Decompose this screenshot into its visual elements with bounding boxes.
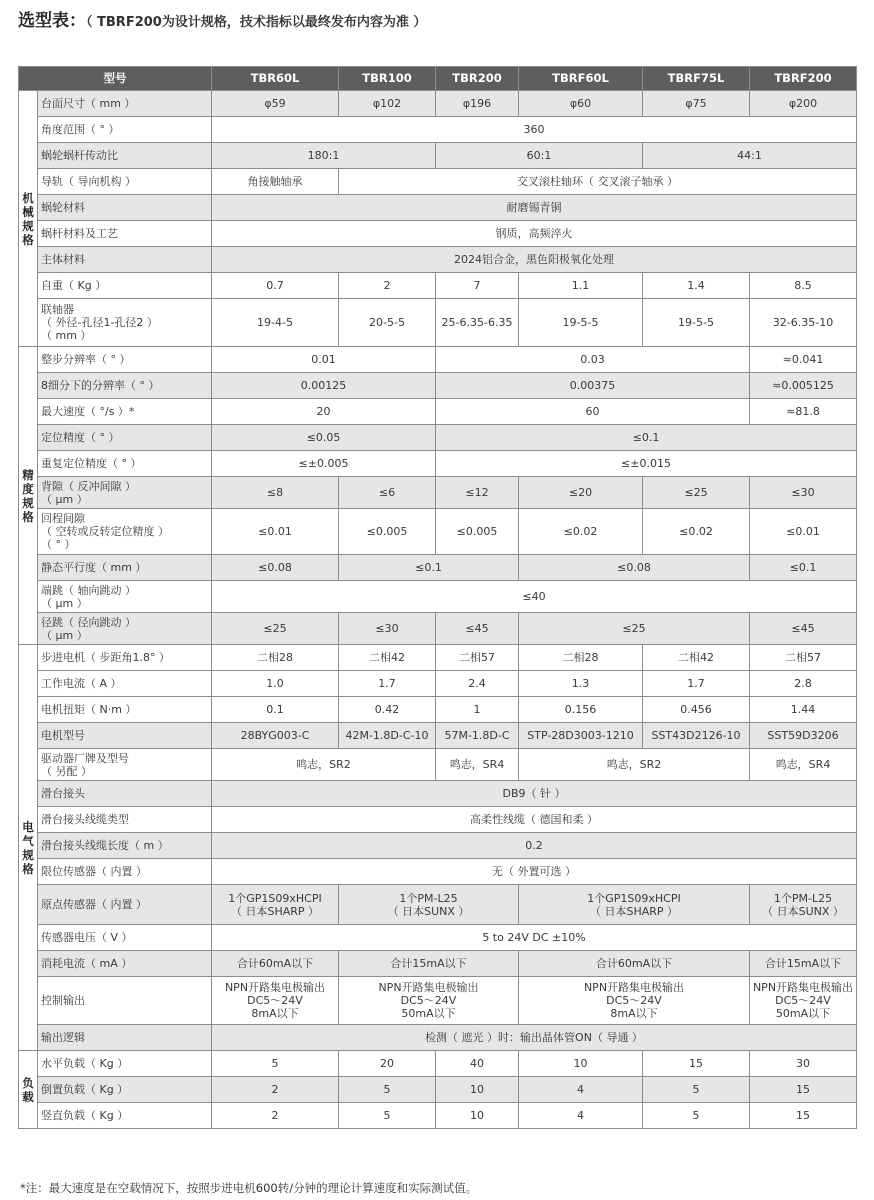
value-cell: 1.7 (643, 671, 750, 697)
value-cell: φ196 (436, 91, 519, 117)
value-cell: ≤±0.015 (436, 451, 857, 477)
table-row (19, 91, 857, 117)
value-cell: 8.5 (750, 273, 857, 299)
value-cell: 28BYG003-C (212, 723, 339, 749)
value-cell: 0.456 (643, 697, 750, 723)
group-label: 负 载 (19, 1051, 38, 1129)
value-cell: 1.7 (339, 671, 436, 697)
value-cell: 鸣志，SR4 (436, 749, 519, 781)
title-subtitle: （ TBRF200为设计规格，技术指标以最终发布内容为准 ） (86, 15, 427, 30)
value-cell: 合计60mA以下 (519, 951, 750, 977)
param-label: 倒置负载（ Kg ） (38, 1077, 212, 1103)
value-cell: 0.00375 (436, 373, 750, 399)
value-cell: 15 (750, 1103, 857, 1129)
value-cell: 25-6.35-6.35 (436, 299, 519, 347)
param-label: 限位传感器（ 内置 ） (38, 859, 212, 885)
value-cell: ≤0.005 (339, 509, 436, 555)
table-row (19, 671, 857, 697)
param-label: 蜗杆材料及工艺 (38, 221, 212, 247)
param-label: 步进电机（ 步距角1.8° ） (38, 645, 212, 671)
spec-table (18, 66, 857, 1129)
value-cell: ≤45 (436, 613, 519, 645)
value-cell: 0.42 (339, 697, 436, 723)
param-label: 电机型号 (38, 723, 212, 749)
value-cell: 2 (212, 1077, 339, 1103)
value-cell: 15 (750, 1077, 857, 1103)
value-cell: ≤0.01 (750, 509, 857, 555)
table-row (19, 221, 857, 247)
value-cell: NPN开路集电极输出 DC5～24V 50mA以下 (339, 977, 519, 1025)
param-label: 导轨（ 导向机构 ） (38, 169, 212, 195)
table-row (19, 925, 857, 951)
value-cell: 二相42 (339, 645, 436, 671)
value-cell: 15 (643, 1051, 750, 1077)
table-row (19, 399, 857, 425)
value-cell: 19-5-5 (643, 299, 750, 347)
value-cell: 0.01 (212, 347, 436, 373)
value-cell: 1.1 (519, 273, 643, 299)
table-row (19, 477, 857, 509)
value-cell: φ102 (339, 91, 436, 117)
value-cell: ≤0.08 (212, 555, 339, 581)
value-cell: DB9（ 针 ） (212, 781, 857, 807)
value-cell: 1.0 (212, 671, 339, 697)
table-row (19, 885, 857, 925)
value-cell: ≤30 (750, 477, 857, 509)
value-cell: 19-4-5 (212, 299, 339, 347)
table-row (19, 1051, 857, 1077)
table-row (19, 977, 857, 1025)
table-row (19, 807, 857, 833)
table-row (19, 723, 857, 749)
value-cell: ≤40 (212, 581, 857, 613)
table-row (19, 697, 857, 723)
param-label: 消耗电流（ mA ） (38, 951, 212, 977)
value-cell: 5 (339, 1077, 436, 1103)
value-cell: 5 (643, 1103, 750, 1129)
value-cell: 检测（ 遮光 ）时：输出晶体管ON（ 导通 ） (212, 1025, 857, 1051)
param-label: 角度范围（ ° ） (38, 117, 212, 143)
param-label: 滑台接头线缆长度（ m ） (38, 833, 212, 859)
param-label: 电机扭矩（ N·m ） (38, 697, 212, 723)
value-cell: ≤0.005 (436, 509, 519, 555)
title-main: 选型表： (18, 11, 86, 31)
value-cell: φ60 (519, 91, 643, 117)
value-cell: 鸣志，SR2 (212, 749, 436, 781)
table-row (19, 451, 857, 477)
value-cell: 1个GP1S09xHCPI （ 日本SHARP ） (519, 885, 750, 925)
value-cell: 1.3 (519, 671, 643, 697)
table-row (19, 749, 857, 781)
value-cell: 二相57 (436, 645, 519, 671)
value-cell: ≤0.1 (750, 555, 857, 581)
table-row (19, 509, 857, 555)
param-label: 传感器电压（ V ） (38, 925, 212, 951)
header-cell: TBRF200 (750, 67, 857, 91)
value-cell: φ75 (643, 91, 750, 117)
table-row (19, 1077, 857, 1103)
value-cell: ≤12 (436, 477, 519, 509)
value-cell: 20-5-5 (339, 299, 436, 347)
table-row (19, 373, 857, 399)
table-row (19, 195, 857, 221)
value-cell: ≈81.8 (750, 399, 857, 425)
value-cell: ≤±0.005 (212, 451, 436, 477)
value-cell: ≤0.05 (212, 425, 436, 451)
table-row (19, 859, 857, 885)
value-cell: ≤30 (339, 613, 436, 645)
value-cell: 2 (339, 273, 436, 299)
param-label: 8细分下的分辨率（ ° ） (38, 373, 212, 399)
value-cell: ≤25 (212, 613, 339, 645)
param-label: 控制输出 (38, 977, 212, 1025)
param-label: 联轴器 （ 外径-孔径1-孔径2 ） （ mm ） (38, 299, 212, 347)
value-cell: 1.4 (643, 273, 750, 299)
footnote: *注：最大速度是在空载情况下，按照步进电机600转/分钟的理论计算速度和实际测试值。 (20, 1181, 478, 1195)
value-cell: 1 (436, 697, 519, 723)
param-label: 背隙（ 反冲间隙 ） （ μm ） (38, 477, 212, 509)
value-cell: 5 (339, 1103, 436, 1129)
value-cell: ≤25 (643, 477, 750, 509)
value-cell: 耐磨锡青铜 (212, 195, 857, 221)
table-row (19, 299, 857, 347)
value-cell: 角接触轴承 (212, 169, 339, 195)
param-label: 最大速度（ °/s ）* (38, 399, 212, 425)
param-label: 驱动器厂牌及型号 （ 另配 ） (38, 749, 212, 781)
value-cell: 5 to 24V DC ±10% (212, 925, 857, 951)
value-cell: ≤0.1 (436, 425, 857, 451)
value-cell: NPN开路集电极输出 DC5～24V 50mA以下 (750, 977, 857, 1025)
value-cell: 5 (643, 1077, 750, 1103)
value-cell: 40 (436, 1051, 519, 1077)
param-label: 蜗轮材料 (38, 195, 212, 221)
value-cell: ≈0.005125 (750, 373, 857, 399)
group-label: 电 气 规 格 (19, 645, 38, 1051)
param-label: 原点传感器（ 内置 ） (38, 885, 212, 925)
value-cell: 30 (750, 1051, 857, 1077)
value-cell: 二相28 (212, 645, 339, 671)
value-cell: 无（ 外置可选 ） (212, 859, 857, 885)
value-cell: 10 (436, 1103, 519, 1129)
header-cell: TBR100 (339, 67, 436, 91)
value-cell: 60 (436, 399, 750, 425)
value-cell: 10 (519, 1051, 643, 1077)
table-row (19, 781, 857, 807)
value-cell: 2.8 (750, 671, 857, 697)
value-cell: 180:1 (212, 143, 436, 169)
header-cell: TBR60L (212, 67, 339, 91)
value-cell: 57M-1.8D-C (436, 723, 519, 749)
param-label: 径跳（ 径向跳动 ） （ μm ） (38, 613, 212, 645)
param-label: 滑台接头 (38, 781, 212, 807)
value-cell: 360 (212, 117, 857, 143)
value-cell: 20 (212, 399, 436, 425)
page-title (18, 10, 426, 34)
param-label: 输出逻辑 (38, 1025, 212, 1051)
value-cell: NPN开路集电极输出 DC5～24V 8mA以下 (519, 977, 750, 1025)
value-cell: STP-28D3003-1210 (519, 723, 643, 749)
table-row (19, 555, 857, 581)
value-cell: 42M-1.8D-C-10 (339, 723, 436, 749)
param-label: 端跳（ 轴向跳动 ） （ μm ） (38, 581, 212, 613)
header-cell: 型号 (19, 67, 212, 91)
value-cell: φ59 (212, 91, 339, 117)
value-cell: 4 (519, 1103, 643, 1129)
value-cell: φ200 (750, 91, 857, 117)
value-cell: ≤0.01 (212, 509, 339, 555)
value-cell: 0.03 (436, 347, 750, 373)
value-cell: ≤25 (519, 613, 750, 645)
value-cell: 10 (436, 1077, 519, 1103)
header-cell: TBR200 (436, 67, 519, 91)
table-row (19, 117, 857, 143)
value-cell: 合计60mA以下 (212, 951, 339, 977)
group-label: 机 械 规 格 (19, 91, 38, 347)
header-cell: TBRF75L (643, 67, 750, 91)
table-row (19, 347, 857, 373)
table-row (19, 247, 857, 273)
value-cell: 二相42 (643, 645, 750, 671)
param-label: 自重（ Kg ） (38, 273, 212, 299)
value-cell: 合计15mA以下 (339, 951, 519, 977)
value-cell: 2 (212, 1103, 339, 1129)
param-label: 滑台接头线缆类型 (38, 807, 212, 833)
value-cell: ≤0.02 (643, 509, 750, 555)
value-cell: 1.44 (750, 697, 857, 723)
value-cell: ≤0.02 (519, 509, 643, 555)
value-cell: 2024铝合金，黑色阳极氧化处理 (212, 247, 857, 273)
value-cell: 4 (519, 1077, 643, 1103)
value-cell: 1个GP1S09xHCPI （ 日本SHARP ） (212, 885, 339, 925)
value-cell: 钢质，高频淬火 (212, 221, 857, 247)
value-cell: 32-6.35-10 (750, 299, 857, 347)
value-cell: 5 (212, 1051, 339, 1077)
value-cell: 1个PM-L25 （ 日本SUNX ） (750, 885, 857, 925)
value-cell: ≈0.041 (750, 347, 857, 373)
param-label: 定位精度（ ° ） (38, 425, 212, 451)
value-cell: 合计15mA以下 (750, 951, 857, 977)
value-cell: SST43D2126-10 (643, 723, 750, 749)
table-row (19, 1025, 857, 1051)
table-row (19, 613, 857, 645)
value-cell: 0.2 (212, 833, 857, 859)
value-cell: 0.00125 (212, 373, 436, 399)
table-row (19, 645, 857, 671)
value-cell: 1个PM-L25 （ 日本SUNX ） (339, 885, 519, 925)
value-cell: SST59D3206 (750, 723, 857, 749)
table-row (19, 1103, 857, 1129)
value-cell: 鸣志，SR2 (519, 749, 750, 781)
value-cell: 60:1 (436, 143, 643, 169)
table-row (19, 425, 857, 451)
value-cell: 高柔性线缆（ 德国和柔 ） (212, 807, 857, 833)
param-label: 台面尺寸（ mm ） (38, 91, 212, 117)
value-cell: 0.1 (212, 697, 339, 723)
value-cell: ≤6 (339, 477, 436, 509)
table-row (19, 951, 857, 977)
value-cell: 20 (339, 1051, 436, 1077)
value-cell: 二相28 (519, 645, 643, 671)
param-label: 蜗轮蜗杆传动比 (38, 143, 212, 169)
value-cell: 0.156 (519, 697, 643, 723)
param-label: 回程间隙 （ 空转或反转定位精度 ） （ ° ） (38, 509, 212, 555)
table-row (19, 581, 857, 613)
table-row (19, 833, 857, 859)
param-label: 工作电流（ A ） (38, 671, 212, 697)
group-label: 精 度 规 格 (19, 347, 38, 645)
value-cell: 0.7 (212, 273, 339, 299)
param-label: 竖直负载（ Kg ） (38, 1103, 212, 1129)
table-row (19, 273, 857, 299)
value-cell: ≤20 (519, 477, 643, 509)
value-cell: ≤0.1 (339, 555, 519, 581)
table-row (19, 169, 857, 195)
value-cell: ≤8 (212, 477, 339, 509)
value-cell: NPN开路集电极输出 DC5～24V 8mA以下 (212, 977, 339, 1025)
param-label: 水平负载（ Kg ） (38, 1051, 212, 1077)
value-cell: 44:1 (643, 143, 857, 169)
param-label: 整步分辨率（ ° ） (38, 347, 212, 373)
header-cell: TBRF60L (519, 67, 643, 91)
value-cell: 2.4 (436, 671, 519, 697)
param-label: 主体材料 (38, 247, 212, 273)
value-cell: 交叉滚柱轴环（ 交叉滚子轴承 ） (339, 169, 857, 195)
value-cell: 19-5-5 (519, 299, 643, 347)
header-row (19, 67, 857, 91)
param-label: 重复定位精度（ ° ） (38, 451, 212, 477)
value-cell: 二相57 (750, 645, 857, 671)
param-label: 静态平行度（ mm ） (38, 555, 212, 581)
value-cell: 7 (436, 273, 519, 299)
table-row (19, 143, 857, 169)
value-cell: ≤0.08 (519, 555, 750, 581)
value-cell: ≤45 (750, 613, 857, 645)
value-cell: 鸣志，SR4 (750, 749, 857, 781)
